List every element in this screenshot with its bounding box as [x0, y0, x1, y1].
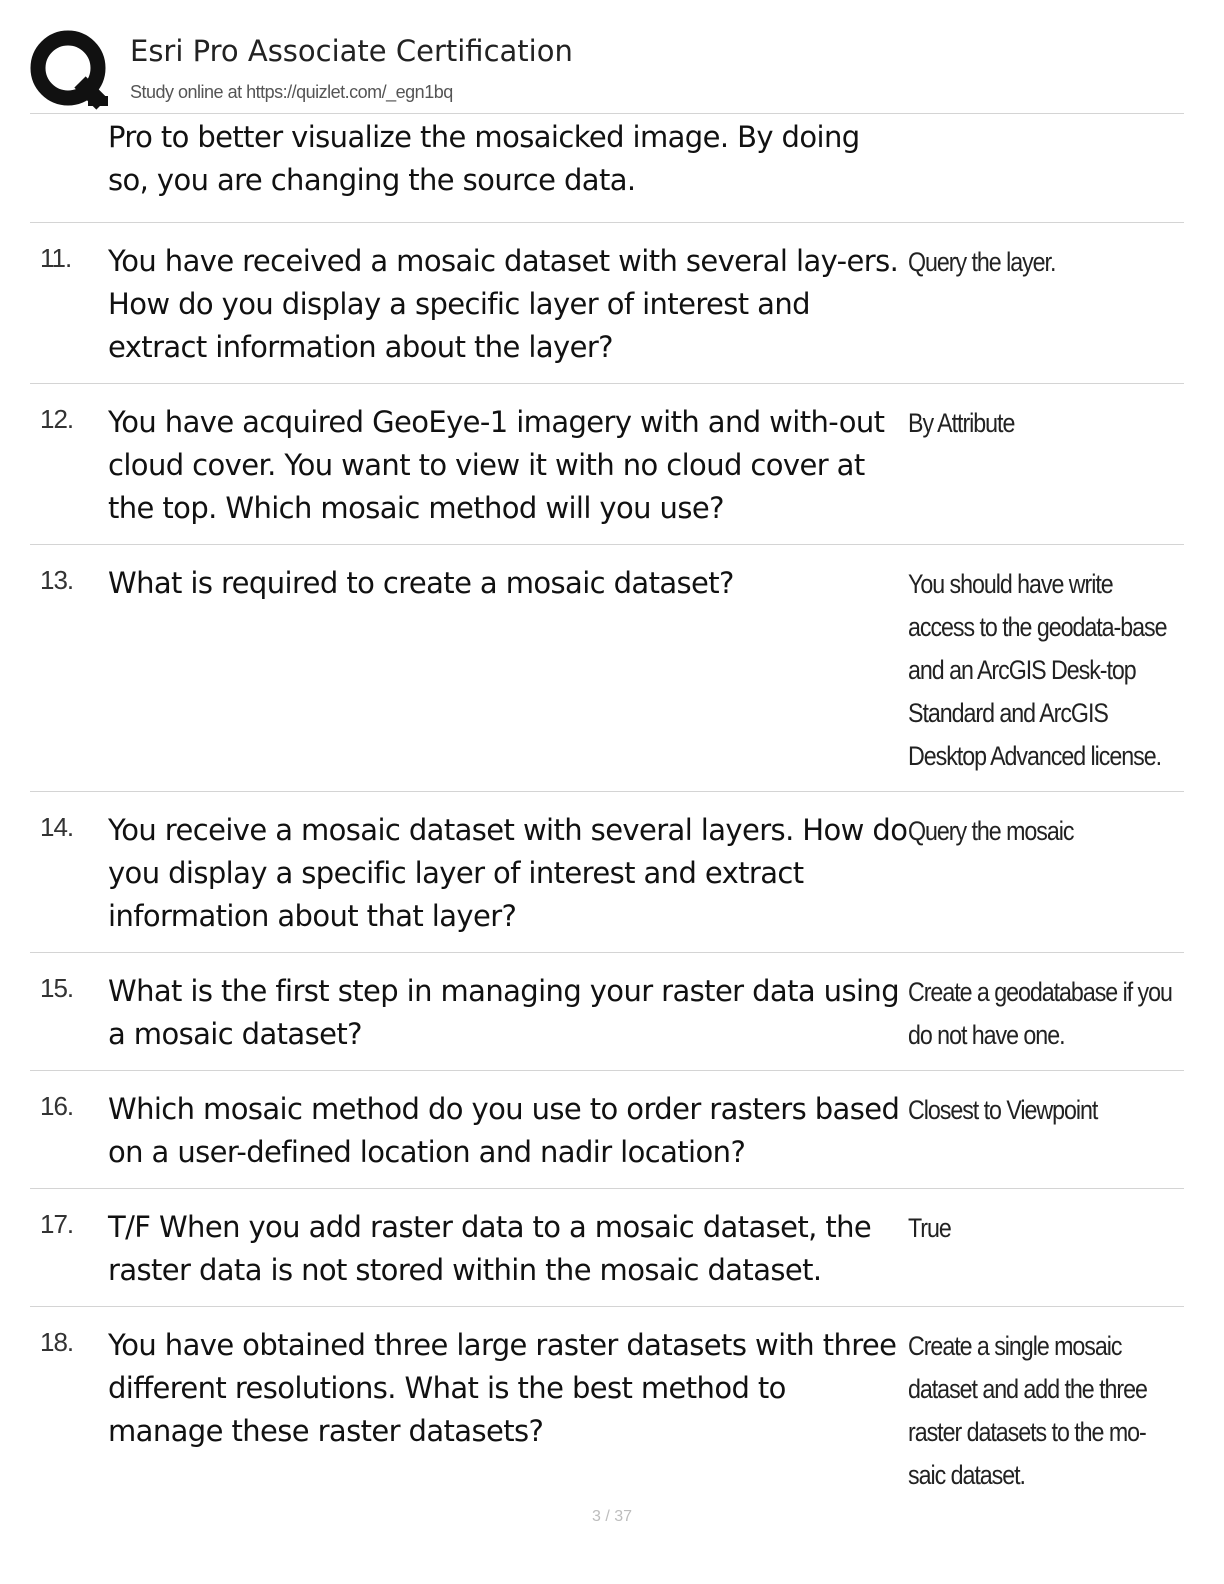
card-number: 15.: [40, 973, 74, 1003]
page-number: 3 / 37: [591, 1508, 633, 1525]
document-header: [30, 30, 1190, 110]
card-number: 13.: [40, 565, 74, 595]
card-row-16: [30, 1070, 1184, 1188]
card-number: 11.: [40, 243, 72, 273]
card-row-18: [30, 1306, 1184, 1506]
quizlet-logo-icon: [30, 30, 110, 110]
card-question: What is required to create a mosaic dataset?: [108, 566, 734, 600]
card-number: 16.: [40, 1091, 74, 1121]
card-question: You have received a mosaic dataset with several lay-ers. How do you display a specific layer of interest and extract information about the layer?: [108, 244, 899, 364]
card-number: 18.: [40, 1327, 74, 1357]
card-answer: Query the layer.: [908, 247, 1056, 277]
card-question: Which mosaic method do you use to order rasters based on a user-defined location and nadir location?: [108, 1092, 900, 1169]
card-question: You receive a mosaic dataset with several layers. How do you display a specific layer of interest and extract information about that layer?: [108, 813, 908, 933]
card-row-13: [30, 544, 1184, 791]
continuation-row: [30, 113, 1184, 222]
document-title: Esri Pro Associate Certification: [130, 34, 573, 68]
card-answer: By Attribute: [908, 408, 1015, 438]
card-row-15: [30, 952, 1184, 1070]
continuation-text: Pro to better visualize the mosaicked image. By doing so, you are changing the source data.: [108, 120, 860, 197]
card-row-14: [30, 791, 1184, 952]
card-row-11: [30, 222, 1184, 383]
card-row-12: [30, 383, 1184, 544]
card-answer: True: [908, 1213, 951, 1243]
card-number: 14.: [40, 812, 74, 842]
study-online-link[interactable]: Study online at https://quizlet.com/_egn1bq: [130, 82, 453, 102]
flashcard-list: [30, 113, 1184, 1506]
card-number: 12.: [40, 404, 74, 434]
card-answer: Create a single mosaic dataset and add the three raster datasets to the mo-saic dataset.: [908, 1331, 1147, 1490]
card-answer: You should have write access to the geodata-base and an ArcGIS Desk-top Standard and ArcGIS Desktop Advanced license.: [908, 569, 1167, 771]
card-answer: Closest to Viewpoint: [908, 1095, 1098, 1125]
card-question: T/F When you add raster data to a mosaic dataset, the raster data is not stored within the mosaic dataset.: [108, 1210, 872, 1287]
card-number: 17.: [40, 1209, 74, 1239]
card-question: What is the first step in managing your raster data using a mosaic dataset?: [108, 974, 899, 1051]
card-row-17: [30, 1188, 1184, 1306]
card-question: You have obtained three large raster datasets with three different resolutions. What is the best method to manage these raster datasets?: [108, 1328, 897, 1448]
card-answer: Create a geodatabase if you do not have one.: [908, 977, 1172, 1050]
card-question: You have acquired GeoEye-1 imagery with and with-out cloud cover. You want to view it with no cloud cover at the top. Which mosaic method will you use?: [108, 405, 885, 525]
card-answer: Query the mosaic: [908, 816, 1074, 846]
